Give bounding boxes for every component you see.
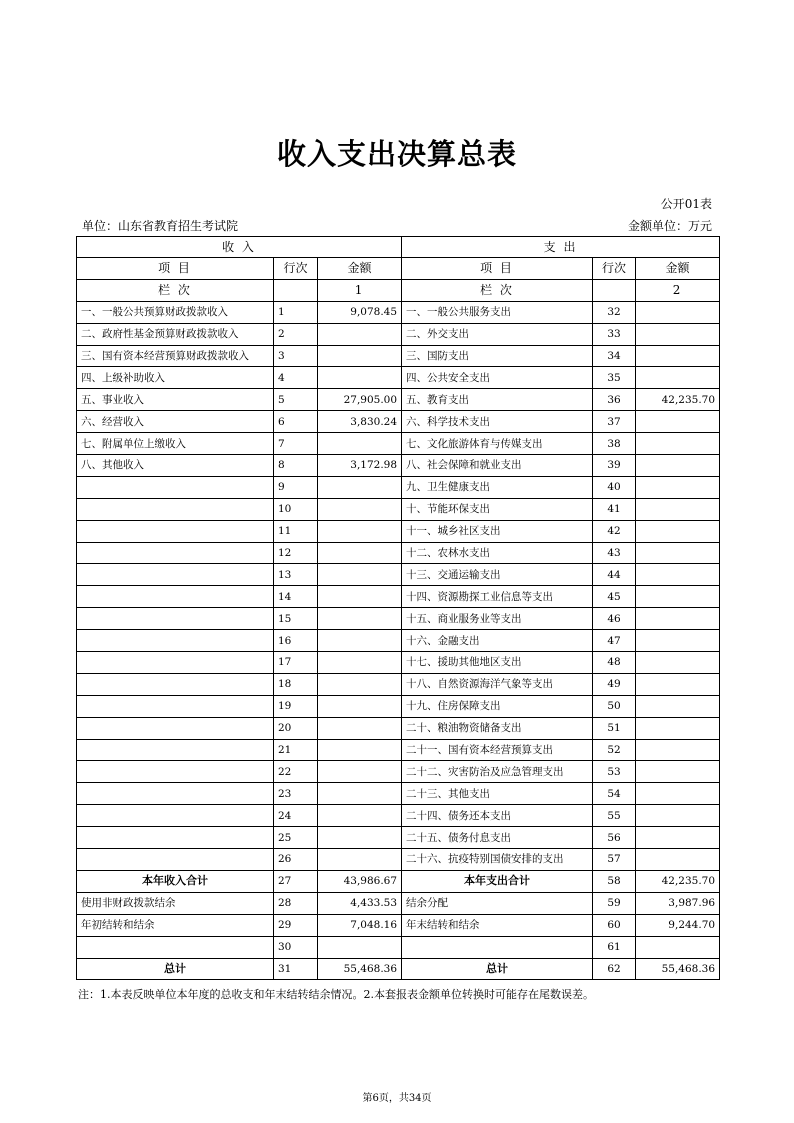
expense-row-no: 51: [593, 717, 636, 739]
expense-item: 一、一般公共服务支出: [402, 301, 593, 323]
income-column-label: 栏 次: [77, 279, 274, 301]
income-row-no: 5: [274, 389, 318, 411]
income-item: [77, 564, 274, 586]
income-item: 三、国有资本经营预算财政拨款收入: [77, 345, 274, 367]
table-row: [77, 761, 720, 783]
income-item: 七、附属单位上缴收入: [77, 433, 274, 455]
expense-total-item: 本年支出合计: [402, 870, 593, 892]
income-amount: [318, 761, 402, 783]
income-item: [77, 783, 274, 805]
expense-total-amount: [636, 936, 720, 958]
expense-item: 九、卫生健康支出: [402, 476, 593, 498]
expense-amount: [636, 717, 720, 739]
expense-amount: [636, 783, 720, 805]
income-item: [77, 849, 274, 871]
table-row: [77, 498, 720, 520]
table-row: [77, 433, 720, 455]
expense-amount: [636, 739, 720, 761]
expense-column-blank: [593, 279, 636, 301]
income-amount: [318, 323, 402, 345]
total-row: [77, 870, 720, 892]
income-amount: [318, 542, 402, 564]
income-amount: [318, 805, 402, 827]
table-row: [77, 367, 720, 389]
income-header: 收 入: [77, 237, 402, 258]
expense-item: 二十、粮油物资储备支出: [402, 717, 593, 739]
expense-amount: [636, 761, 720, 783]
income-item: 六、经营收入: [77, 411, 274, 433]
income-row-no: 19: [274, 695, 318, 717]
income-total-item: 本年收入合计: [77, 870, 274, 892]
expense-amount: [636, 301, 720, 323]
unit-label: 单位：山东省教育招生考试院: [82, 219, 239, 233]
income-amount: [318, 717, 402, 739]
table-row: [77, 542, 720, 564]
income-row-no: 22: [274, 761, 318, 783]
income-amount: [318, 367, 402, 389]
expense-amount: [636, 827, 720, 849]
total-row: [77, 936, 720, 958]
table-row: [77, 673, 720, 695]
expense-total-amount: 42,235.70: [636, 870, 720, 892]
expense-item: 十四、资源勘探工业信息等支出: [402, 586, 593, 608]
table-row: [77, 608, 720, 630]
table-note: 注：1.本表反映单位本年度的总收支和年末结转结余情况。2.本套报表金额单位转换时可能存在尾数误差。: [78, 988, 594, 1001]
income-row-no: 21: [274, 739, 318, 761]
total-row: [77, 914, 720, 936]
income-item: 五、事业收入: [77, 389, 274, 411]
expense-total-row-no: 58: [593, 870, 636, 892]
income-total-amount: [318, 936, 402, 958]
expense-column-no: 2: [636, 279, 720, 301]
income-amount: [318, 345, 402, 367]
income-item: 一、一般公共预算财政拨款收入: [77, 301, 274, 323]
expense-item: 十三、交通运输支出: [402, 564, 593, 586]
total-row: [77, 958, 720, 980]
income-amount: [318, 849, 402, 871]
income-total-item: 使用非财政拨款结余: [77, 892, 274, 914]
income-row-no: 7: [274, 433, 318, 455]
income-row-no: 4: [274, 367, 318, 389]
income-total-amount: 4,433.53: [318, 892, 402, 914]
income-row-no: 15: [274, 608, 318, 630]
income-row-no: 23: [274, 783, 318, 805]
table-row: [77, 630, 720, 652]
income-amount: [318, 433, 402, 455]
form-code: 公开01表: [660, 197, 712, 211]
table-row: [77, 301, 720, 323]
page-title: 收入支出决算总表: [276, 137, 517, 171]
income-row-no: 12: [274, 542, 318, 564]
expense-row-no: 56: [593, 827, 636, 849]
expense-item: 八、社会保障和就业支出: [402, 455, 593, 477]
expense-item: 十一、城乡社区支出: [402, 520, 593, 542]
expense-row-no: 55: [593, 805, 636, 827]
expense-total-amount: 9,244.70: [636, 914, 720, 936]
income-row-no: 11: [274, 520, 318, 542]
table-row: [77, 586, 720, 608]
expense-row-no: 43: [593, 542, 636, 564]
income-total-amount: 43,986.67: [318, 870, 402, 892]
expense-row-no: 40: [593, 476, 636, 498]
income-row-no-header: 行次: [274, 258, 318, 280]
table-row: [77, 564, 720, 586]
expense-row-no: 39: [593, 455, 636, 477]
income-row-no: 13: [274, 564, 318, 586]
expense-row-no: 45: [593, 586, 636, 608]
expense-item: 十五、商业服务业等支出: [402, 608, 593, 630]
income-row-no: 18: [274, 673, 318, 695]
expense-row-no: 49: [593, 673, 636, 695]
income-row-no: 24: [274, 805, 318, 827]
income-item-header: 项 目: [77, 258, 274, 280]
expense-row-no: 33: [593, 323, 636, 345]
expense-item: 二十五、债务付息支出: [402, 827, 593, 849]
income-amount: 27,905.00: [318, 389, 402, 411]
table-row: [77, 783, 720, 805]
budget-summary-table: [76, 236, 720, 980]
expense-row-no: 50: [593, 695, 636, 717]
expense-row-no: 41: [593, 498, 636, 520]
expense-item: 六、科学技术支出: [402, 411, 593, 433]
expense-row-no: 36: [593, 389, 636, 411]
income-column-blank: [274, 279, 318, 301]
expense-item: 十七、援助其他地区支出: [402, 652, 593, 674]
income-total-row-no: 29: [274, 914, 318, 936]
income-item: [77, 717, 274, 739]
expense-amount: [636, 673, 720, 695]
expense-total-amount: 55,468.36: [636, 958, 720, 980]
expense-amount: [636, 608, 720, 630]
expense-total-item: [402, 936, 593, 958]
income-item: [77, 586, 274, 608]
expense-amount: [636, 542, 720, 564]
expense-amount: [636, 652, 720, 674]
income-amount: [318, 630, 402, 652]
income-amount: [318, 739, 402, 761]
table-row: [77, 389, 720, 411]
total-row: [77, 892, 720, 914]
income-item: [77, 761, 274, 783]
expense-total-row-no: 61: [593, 936, 636, 958]
table-row: [77, 520, 720, 542]
expense-total-row-no: 60: [593, 914, 636, 936]
expense-header: 支 出: [402, 237, 720, 258]
expense-amount: [636, 498, 720, 520]
expense-amount: [636, 586, 720, 608]
expense-row-no: 48: [593, 652, 636, 674]
table-row: [77, 827, 720, 849]
income-total-row-no: 28: [274, 892, 318, 914]
income-item: 四、上级补助收入: [77, 367, 274, 389]
table-row: [77, 652, 720, 674]
expense-total-item: 结余分配: [402, 892, 593, 914]
expense-item: 二、外交支出: [402, 323, 593, 345]
income-row-no: 17: [274, 652, 318, 674]
income-item: [77, 827, 274, 849]
expense-item-header: 项 目: [402, 258, 593, 280]
income-amount: [318, 520, 402, 542]
income-amount: 3,830.24: [318, 411, 402, 433]
income-item: [77, 476, 274, 498]
income-amount: [318, 498, 402, 520]
income-item: 二、政府性基金预算财政拨款收入: [77, 323, 274, 345]
income-total-row-no: 30: [274, 936, 318, 958]
income-amount: [318, 564, 402, 586]
table-row: [77, 805, 720, 827]
income-amount: [318, 783, 402, 805]
expense-row-no: 57: [593, 849, 636, 871]
income-amount: [318, 586, 402, 608]
expense-item: 二十二、灾害防治及应急管理支出: [402, 761, 593, 783]
income-row-no: 16: [274, 630, 318, 652]
column-header-row: [77, 258, 720, 280]
income-row-no: 1: [274, 301, 318, 323]
expense-item: 七、文化旅游体育与传媒支出: [402, 433, 593, 455]
expense-item: 二十一、国有资本经营预算支出: [402, 739, 593, 761]
expense-row-no: 38: [593, 433, 636, 455]
expense-amount: [636, 805, 720, 827]
income-amount: [318, 652, 402, 674]
expense-column-label: 栏 次: [402, 279, 593, 301]
expense-item: 二十四、债务还本支出: [402, 805, 593, 827]
expense-row-no: 54: [593, 783, 636, 805]
income-item: [77, 542, 274, 564]
income-amount: [318, 695, 402, 717]
income-row-no: 8: [274, 455, 318, 477]
income-row-no: 9: [274, 476, 318, 498]
expense-row-no: 42: [593, 520, 636, 542]
table-row: [77, 345, 720, 367]
table-row: [77, 455, 720, 477]
page-footer: 第6页，共34页: [362, 1093, 432, 1104]
expense-amount: 42,235.70: [636, 389, 720, 411]
expense-amount-header: 金额: [636, 258, 720, 280]
income-amount: [318, 608, 402, 630]
income-item: [77, 608, 274, 630]
table-row: [77, 323, 720, 345]
income-item: 八、其他收入: [77, 455, 274, 477]
expense-row-no-header: 行次: [593, 258, 636, 280]
expense-amount: [636, 695, 720, 717]
income-row-no: 20: [274, 717, 318, 739]
table-row: [77, 411, 720, 433]
section-header-row: [77, 237, 720, 258]
income-amount: [318, 476, 402, 498]
income-amount: 9,078.45: [318, 301, 402, 323]
income-total-row-no: 31: [274, 958, 318, 980]
expense-total-item: 总计: [402, 958, 593, 980]
expense-row-no: 37: [593, 411, 636, 433]
expense-item: 三、国防支出: [402, 345, 593, 367]
expense-total-row-no: 62: [593, 958, 636, 980]
expense-amount: [636, 411, 720, 433]
income-total-item: 年初结转和结余: [77, 914, 274, 936]
expense-amount: [636, 323, 720, 345]
income-total-amount: 55,468.36: [318, 958, 402, 980]
expense-total-row-no: 59: [593, 892, 636, 914]
income-item: [77, 652, 274, 674]
expense-item: 二十六、抗疫特别国债安排的支出: [402, 849, 593, 871]
income-amount: [318, 673, 402, 695]
expense-item: 十二、农林水支出: [402, 542, 593, 564]
expense-amount: [636, 367, 720, 389]
income-column-no: 1: [318, 279, 402, 301]
expense-row-no: 46: [593, 608, 636, 630]
expense-row-no: 47: [593, 630, 636, 652]
income-item: [77, 630, 274, 652]
income-item: [77, 739, 274, 761]
income-row-no: 3: [274, 345, 318, 367]
column-number-row: [77, 279, 720, 301]
expense-row-no: 35: [593, 367, 636, 389]
expense-amount: [636, 520, 720, 542]
income-amount-header: 金额: [318, 258, 402, 280]
table-row: [77, 849, 720, 871]
expense-amount: [636, 630, 720, 652]
expense-item: 四、公共安全支出: [402, 367, 593, 389]
table-row: [77, 739, 720, 761]
amount-unit-label: 金额单位：万元: [627, 219, 712, 233]
expense-amount: [636, 564, 720, 586]
income-row-no: 6: [274, 411, 318, 433]
expense-row-no: 52: [593, 739, 636, 761]
expense-row-no: 53: [593, 761, 636, 783]
income-amount: [318, 827, 402, 849]
expense-amount: [636, 455, 720, 477]
income-item: [77, 498, 274, 520]
income-total-row-no: 27: [274, 870, 318, 892]
income-total-amount: 7,048.16: [318, 914, 402, 936]
expense-row-no: 34: [593, 345, 636, 367]
expense-item: 十、节能环保支出: [402, 498, 593, 520]
expense-item: 二十三、其他支出: [402, 783, 593, 805]
expense-amount: [636, 433, 720, 455]
income-row-no: 14: [274, 586, 318, 608]
expense-item: 五、教育支出: [402, 389, 593, 411]
income-row-no: 2: [274, 323, 318, 345]
income-row-no: 26: [274, 849, 318, 871]
income-total-item: 总计: [77, 958, 274, 980]
income-amount: 3,172.98: [318, 455, 402, 477]
income-item: [77, 695, 274, 717]
expense-total-amount: 3,987.96: [636, 892, 720, 914]
expense-item: 十九、住房保障支出: [402, 695, 593, 717]
income-row-no: 25: [274, 827, 318, 849]
expense-item: 十八、自然资源海洋气象等支出: [402, 673, 593, 695]
income-item: [77, 673, 274, 695]
expense-row-no: 44: [593, 564, 636, 586]
income-total-item: [77, 936, 274, 958]
expense-amount: [636, 345, 720, 367]
table-row: [77, 476, 720, 498]
income-item: [77, 520, 274, 542]
table-row: [77, 695, 720, 717]
income-item: [77, 805, 274, 827]
expense-row-no: 32: [593, 301, 636, 323]
expense-item: 十六、金融支出: [402, 630, 593, 652]
table-row: [77, 717, 720, 739]
expense-amount: [636, 476, 720, 498]
income-row-no: 10: [274, 498, 318, 520]
expense-total-item: 年末结转和结余: [402, 914, 593, 936]
expense-amount: [636, 849, 720, 871]
